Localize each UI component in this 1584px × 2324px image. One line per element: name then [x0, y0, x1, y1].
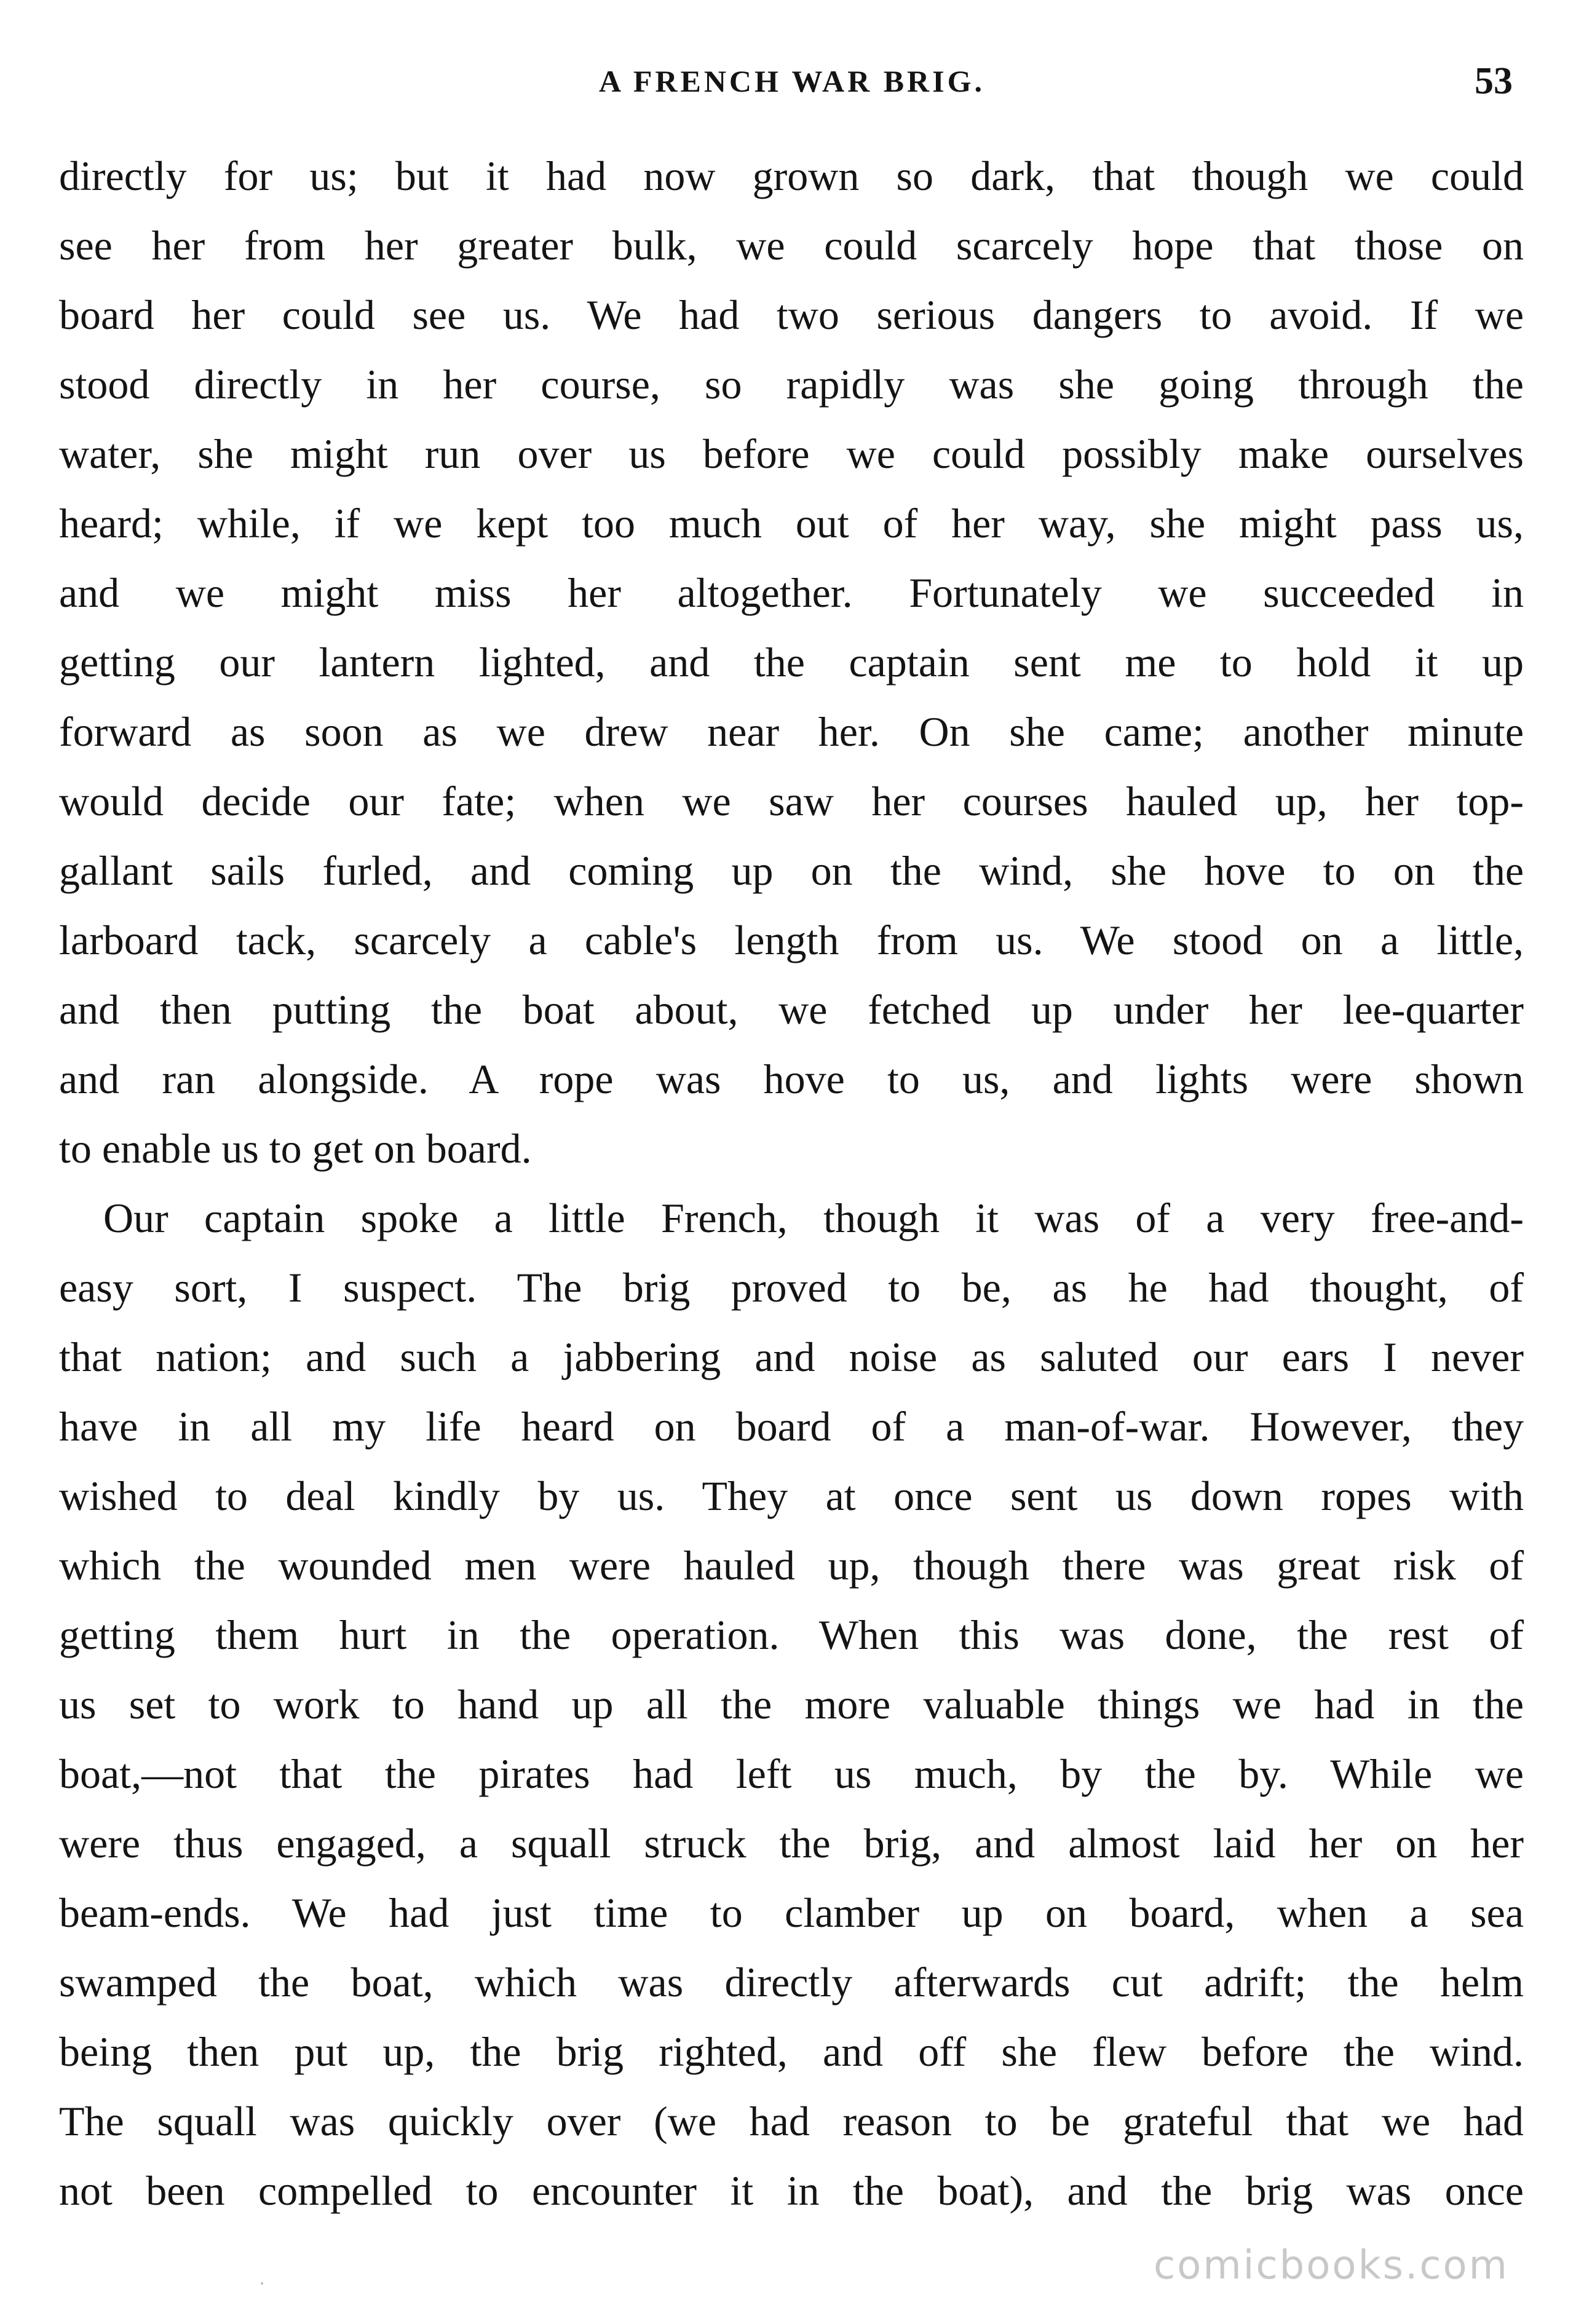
text-line: see her from her greater bulk, we could scarcely hope that those on — [59, 222, 1524, 269]
text-line: easy sort, I suspect. The brig proved to be, as he had thought, of — [59, 1264, 1524, 1311]
text-line: have in all my life heard on board of a man-of-war. However, they — [59, 1403, 1524, 1450]
text-line: boat,—not that the pirates had left us much, by the by. While we — [59, 1750, 1524, 1797]
text-line: Our captain spoke a little French, though it was of a very free-and- — [103, 1195, 1524, 1241]
text-line: were thus engaged, a squall struck the brig, and almost laid her on her — [59, 1820, 1524, 1867]
text-line: larboard tack, scarcely a cable's length from us. We stood on a little, — [59, 917, 1524, 963]
text-line: gallant sails furled, and coming up on the wind, she hove to on the — [59, 847, 1524, 894]
text-line: and we might miss her altogether. Fortunately we succeeded in — [59, 569, 1524, 616]
text-line: us set to work to hand up all the more valuable things we had in the — [59, 1681, 1524, 1728]
text-line: getting them hurt in the operation. When this was done, the rest of — [59, 1611, 1524, 1658]
text-line: stood directly in her course, so rapidly was she going through the — [59, 361, 1524, 408]
text-line: The squall was quickly over (we had reason to be grateful that we had — [59, 2098, 1524, 2144]
text-line: to enable us to get on board. — [59, 1125, 532, 1172]
text-line: beam-ends. We had just time to clamber up on board, when a sea — [59, 1889, 1524, 1936]
text-line: that nation; and such a jabbering and noise as saluted our ears I never — [59, 1334, 1524, 1380]
text-line: not been compelled to encounter it in the boat), and the brig was once — [59, 2167, 1524, 2214]
text-line: water, she might run over us before we could possibly make ourselves — [59, 430, 1524, 477]
text-line: being then put up, the brig righted, and off she flew before the wind. — [59, 2028, 1524, 2075]
text-line: getting our lantern lighted, and the captain sent me to hold it up — [59, 639, 1524, 686]
text-line: board her could see us. We had two serious dangers to avoid. If we — [59, 291, 1524, 338]
running-header — [0, 57, 1584, 106]
page-number: 53 — [1475, 60, 1513, 102]
text-line: heard; while, if we kept too much out of her way, she might pass us, — [59, 500, 1524, 547]
text-line: swamped the boat, which was directly afterwards cut adrift; the helm — [59, 1959, 1524, 2006]
text-line: forward as soon as we drew near her. On she came; another minute — [59, 708, 1524, 755]
text-line: directly for us; but it had now grown so dark, that though we could — [59, 152, 1524, 199]
watermark: comicbooks.com — [1153, 2243, 1509, 2288]
text-line: which the wounded men were hauled up, though there was great risk of — [59, 1542, 1524, 1589]
running-title: A FRENCH WAR BRIG. — [598, 64, 986, 98]
text-line: and then putting the boat about, we fetched up under her lee-quarter — [59, 986, 1524, 1033]
text-line: and ran alongside. A rope was hove to us, and lights were shown — [59, 1056, 1524, 1102]
text-line: would decide our fate; when we saw her courses hauled up, her top- — [59, 778, 1524, 824]
body-text — [59, 141, 1524, 2226]
text-line: wished to deal kindly by us. They at once sent us down ropes with — [59, 1472, 1524, 1519]
print-speck — [261, 2282, 263, 2285]
